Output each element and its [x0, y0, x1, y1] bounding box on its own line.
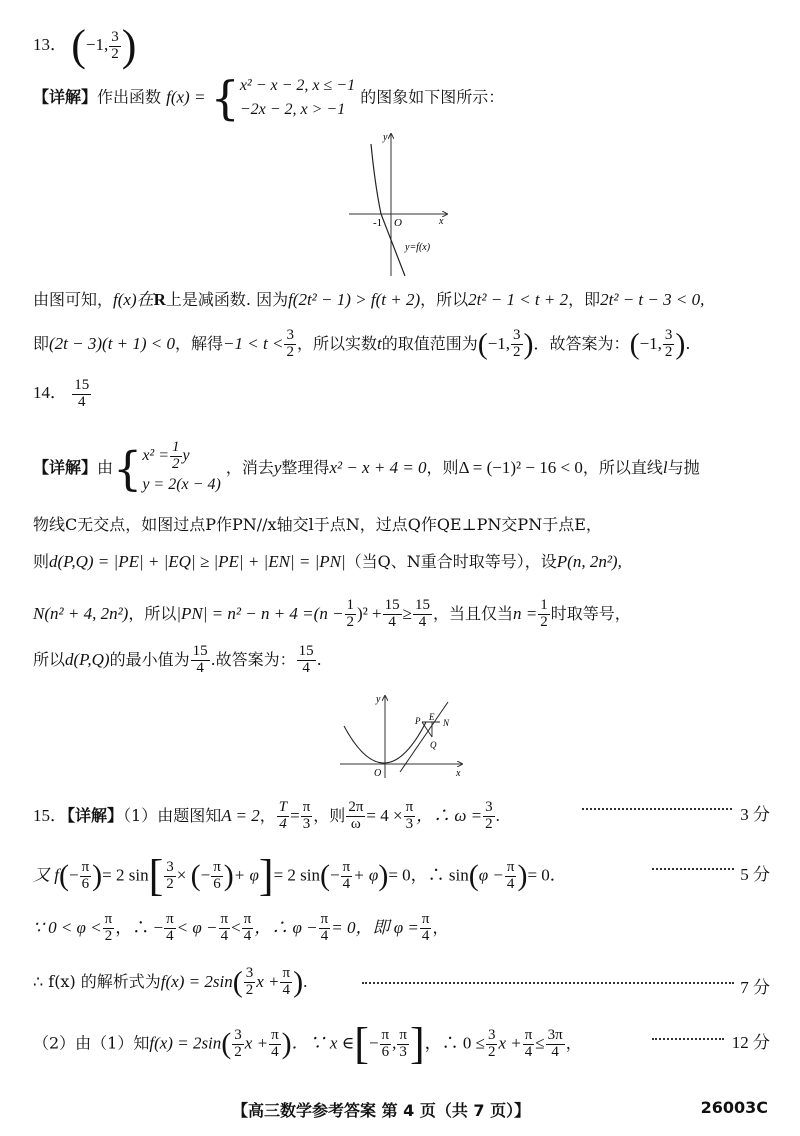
q14-para-4: N(n² + 4, 2n²)，所以|PN| = n² − n + 4 =(n − $\frac{1}{2}$ )² + $\frac{15}{4}$ ≥ $\frac{15}{4}$ ，当且仅当n = $\frac{1}{2}$ 时取等号， — [33, 597, 631, 630]
q14-line-l — [400, 702, 448, 772]
q15-leader-2 — [652, 868, 734, 870]
q15-line-5: （2）由（1）知f(x) = 2sin( $\frac{3}{2}$ x + $\frac{\pi}{4}$ )．∵ x ∈[− $\frac{\pi}{6}$ , $\frac{\pi}{3}$ ]，∴ 0 ≤ $\frac{3}{2}$ x + $\frac{\pi}{4}$ ≤ $\frac{3\pi}{4}$ ， — [33, 1019, 582, 1068]
q14-para-3: 则d(P,Q) = |PE| + |EQ| ≥ |PE| + |EN| = |PN|（当Q、N重合时取等号），设P(n, 2n²), — [33, 552, 622, 571]
q15-leader-1 — [582, 808, 732, 810]
q13-neg-one: -1 — [373, 217, 383, 229]
q14-point-p: P — [415, 716, 421, 726]
q14-system: 【详解】由{ x² = $\frac{1}{2}$ y y = 2(x − 4) ，消去y整理得x² − x + 4 = 0，则Δ = (−1)² − 16 < 0，所以直线l与抛 — [33, 439, 700, 496]
q15-leader-4 — [652, 1038, 724, 1040]
q13-graph — [345, 130, 455, 280]
q14-x-label: x — [456, 768, 461, 779]
q13-cases: x² − x − 2, x ≤ −1 −2x − 2, x > −1 — [239, 77, 356, 118]
q14-header — [33, 378, 770, 411]
q14-para-2: 物线C无交点，如图过点P作PN//x轴交l于点N，过点Q作QE⊥PN交PN于点E， — [33, 515, 602, 534]
q14-point-e: E — [429, 712, 435, 722]
q14-segment-pq — [422, 722, 432, 737]
q14-graph — [330, 692, 470, 782]
q13-y-label: y — [383, 132, 388, 143]
q14-origin: O — [374, 768, 382, 779]
q14-y-label: y — [376, 694, 381, 705]
footer-code: 26003C — [700, 1098, 768, 1117]
q15-line-2: 又 f(− $\frac{\pi}{6}$ )= 2 sin[ $\frac{3}{2}$ × (− $\frac{\pi}{6}$ )+ φ]= 2 sin(− $\frac{\pi}{4}$ + φ)= 0，∴ sin(φ − $\frac{\pi}{4}$ )= 0． — [33, 851, 567, 900]
q14-point-n: N — [443, 718, 450, 728]
q15-score-4: 12 分 — [731, 1033, 770, 1052]
q13-function-def: 【详解】作出函数 f(x) = { x² − x − 2, x ≤ −1 −2x − 2, x > −1 的图象如下图所示： — [33, 71, 505, 125]
q13-func: f(x) = — [166, 87, 206, 107]
q14-cases: x² = $\frac{1}{2}$ y y = 2(x − 4) — [142, 439, 221, 493]
q14-point-q: Q — [430, 740, 437, 750]
q13-reasoning-2: 即(2t − 3)(t + 1) < 0，解得−1 < t < $\frac{3}{2}$ ，所以实数t的取值范围为(−1, $\frac{3}{2}$ )．故答案为：(−1, $\frac{3}{2}$ ). — [33, 327, 691, 361]
q13-curve — [371, 144, 405, 276]
q15-line-4: ∴ f(x) 的解析式为f(x) = 2sin( $\frac{3}{2}$ x + $\frac{\pi}{4}$ ). — [33, 965, 308, 999]
q13-origin: O — [394, 217, 402, 229]
q13-answer-open: −1, — [85, 34, 109, 54]
q13-number: 13． — [33, 34, 67, 54]
q15-line-1: 15．【详解】（1）由题图知A = 2， $\frac{T}{4}$ = $\frac{\pi}{3}$ ，则 $\frac{2\pi}{\omega}$ = 4 × $\frac{\pi}{3}$ ，∴ ω = $\frac{3}{2}$ . — [33, 799, 500, 832]
footer-page-info: 【高三数学参考答案 第 4 页（共 7 页）】 — [232, 1101, 531, 1120]
q13-intro-end: 的图象如下图所示： — [360, 87, 505, 107]
q13-curve-label: y=f(x) — [405, 242, 431, 253]
q13-header: 13． (−1, $\frac{3}{2}$ ) — [33, 21, 137, 70]
q13-intro: 作出函数 — [97, 87, 162, 107]
q14-number: 14． — [33, 383, 67, 403]
q13-reasoning-1: 由图可知，f(x)在R上是减函数. 因为f(2t² − 1) > f(t + 2)，所以2t² − 1 < t + 2，即2t² − t − 3 < 0, — [33, 290, 705, 309]
q13-answer-frac: $\frac{3}{2}$ — [111, 28, 119, 62]
q13-tag: 【详解】 — [33, 87, 98, 107]
q14-answer: $\frac{15}{4}$ — [74, 377, 90, 410]
q15-score-3: 7 分 — [740, 978, 770, 997]
q15-score-2: 5 分 — [740, 865, 770, 884]
q15-line-3: ∵ 0 < φ < $\frac{\pi}{2}$ ，∴ − $\frac{\pi}{4}$ < φ − $\frac{\pi}{4}$ < $\frac{\pi}{4}$ ，∴ φ − $\frac{\pi}{4}$ = 0，即 φ = $\frac{\pi}{4}$ ， — [33, 911, 449, 944]
q13-x-label: x — [439, 216, 444, 227]
q14-para-5: 所以d(P,Q)的最小值为 $\frac{15}{4}$ .故答案为： $\frac{15}{4}$ . — [33, 643, 322, 676]
q15-score-1: 3 分 — [740, 805, 770, 824]
q15-leader-3 — [362, 982, 734, 984]
